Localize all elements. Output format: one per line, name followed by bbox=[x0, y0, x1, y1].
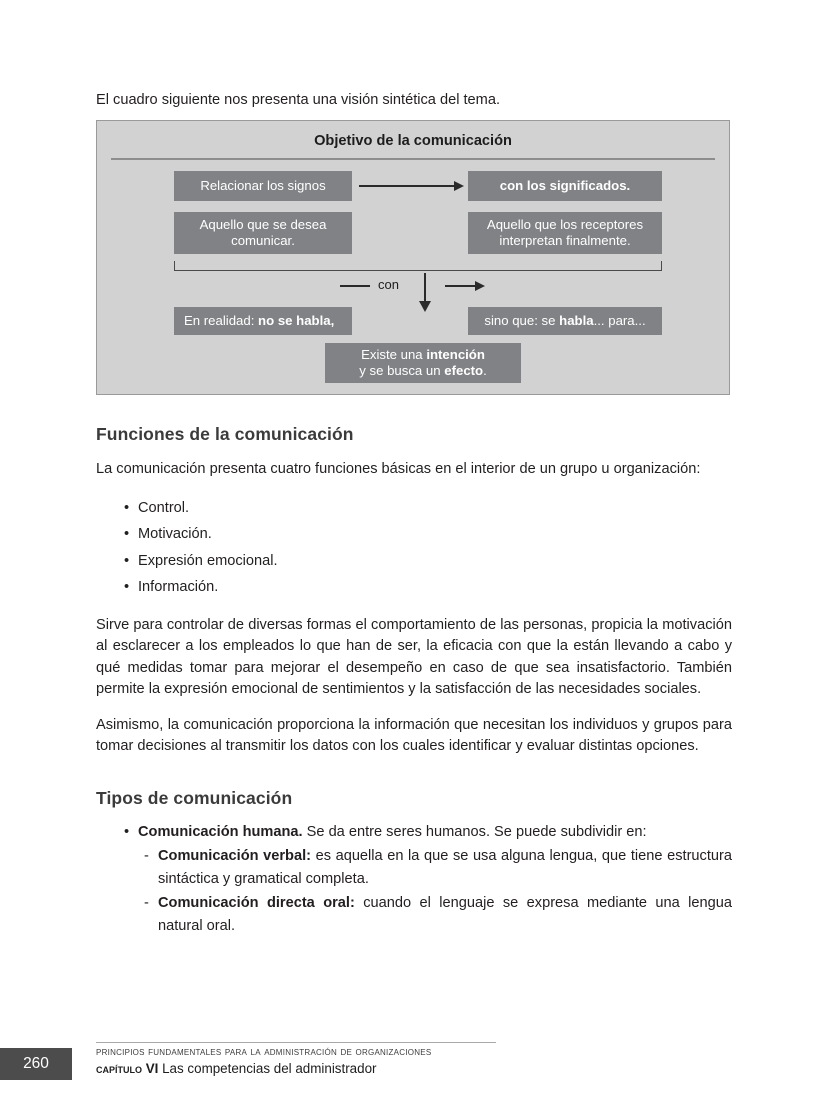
box-en-realidad-text bbox=[184, 313, 334, 330]
heading-tipos: Tipos de comunicación bbox=[96, 787, 293, 808]
box-aquello-que-se-desea bbox=[174, 212, 352, 254]
intro-paragraph: El cuadro siguiente nos presenta una visión sintética del tema. bbox=[96, 92, 501, 108]
connector-down-head bbox=[419, 301, 431, 312]
funciones-paragraph-1: Sirve para controlar de diversas formas el comportamiento de las personas, propicia la motivación al esclarecer a los empleados lo que han de ser, la eficacia con que la están llevando a cabo y qué medidas tomar para mejorar el desempeño en caso de que sea insatisfactorio. También permite la expresión emocional de sentimientos y la satisfacción de las necesidades sociales. bbox=[96, 616, 732, 697]
box-existe-line1-plain: Existe una bbox=[361, 346, 427, 362]
tipos-sub2-bold: Comunicación directa oral: bbox=[158, 895, 355, 911]
list-item-comunicacion-directa-oral bbox=[158, 892, 732, 937]
tipos-item1-bold: Comunicación humana. bbox=[138, 823, 303, 840]
diagram-title-rule bbox=[111, 158, 715, 160]
box-relacionar-los-signos bbox=[174, 171, 352, 201]
list-item: • Expresión emocional. bbox=[138, 548, 732, 575]
box-relacionar-label: Relacionar los signos bbox=[200, 177, 326, 193]
tipos-item1-text: Se da entre seres humanos. Se puede subdividir en: bbox=[302, 823, 647, 840]
grouping-bracket bbox=[174, 261, 662, 271]
main-content bbox=[96, 424, 732, 939]
arrow-relacionar-to-significados-line bbox=[359, 185, 455, 187]
box-con-los-significados bbox=[468, 171, 662, 201]
box-sino-plain: sino que: se bbox=[484, 312, 560, 328]
tipos-sub-list bbox=[138, 845, 732, 937]
page-number-badge bbox=[0, 1048, 72, 1080]
funciones-intro-paragraph: La comunicación presenta cuatro funciones básicas en el interior de un grupo u organización: bbox=[96, 461, 701, 477]
footer-chapter-title: Las competencias del administrador bbox=[158, 1061, 377, 1076]
footer-chapter-roman: VI bbox=[145, 1061, 159, 1076]
box-existe-line2-plain: y se busca un bbox=[359, 363, 445, 378]
box-significados-label: con los significados. bbox=[499, 177, 631, 193]
box-existe-intencion bbox=[325, 343, 521, 383]
box-receptores-line2: interpretan finalmente. bbox=[499, 233, 631, 248]
box-en-realidad bbox=[174, 307, 352, 335]
box-sino-tail: ... para... bbox=[593, 312, 646, 328]
footer bbox=[96, 1046, 516, 1076]
arrow-relacionar-to-significados-head bbox=[454, 181, 464, 191]
footer-chapter-word: capítulo bbox=[96, 1061, 142, 1076]
footer-book-title: principios fundamentales para la administración de organizaciones bbox=[96, 1046, 432, 1058]
tipos-sub1-text: es aquella en la que se usa alguna lengua, que tiene estructura sintáctica y gramatical completa. bbox=[158, 848, 732, 887]
list-item-comunicacion-humana bbox=[138, 821, 732, 938]
list-item: • Información. bbox=[138, 574, 732, 601]
box-existe-line2-tail: . bbox=[483, 363, 487, 378]
page-number: 260 bbox=[23, 1055, 49, 1072]
box-sino-bold: habla bbox=[559, 312, 594, 328]
box-existe-line1-bold: intención bbox=[426, 346, 485, 362]
list-item: • Control. bbox=[138, 495, 732, 522]
box-existe-line2 bbox=[359, 363, 487, 380]
box-en-realidad-plain: En realidad: bbox=[184, 312, 259, 328]
box-sino-text bbox=[484, 313, 645, 330]
box-receptores-line1: Aquello que los receptores bbox=[486, 216, 644, 232]
box-desea-line1: Aquello que se desea bbox=[199, 216, 327, 232]
heading-funciones: Funciones de la comunicación bbox=[96, 424, 354, 444]
tipos-sub1-bold: Comunicación verbal: bbox=[158, 848, 311, 864]
funciones-paragraph-2: Asimismo, la comunicación proporciona la información que necesitan los individuos y grupos para tomar decisiones al transmitir los datos con los cuales identificar y evaluar distintas opciones. bbox=[96, 716, 732, 754]
box-en-realidad-bold: no se habla, bbox=[258, 312, 335, 328]
connector-down-line bbox=[424, 273, 426, 303]
funciones-bullet-list bbox=[96, 495, 732, 601]
connector-right-line bbox=[445, 285, 477, 287]
tipos-bullet-list bbox=[96, 821, 732, 938]
footer-separator bbox=[96, 1042, 496, 1043]
objetivo-comunicacion-diagram bbox=[96, 120, 730, 395]
box-existe-line1 bbox=[361, 347, 485, 364]
connector-right-head bbox=[475, 281, 485, 291]
footer-chapter-line bbox=[96, 1061, 516, 1076]
box-aquello-receptores bbox=[468, 212, 662, 254]
connector-label: con bbox=[378, 277, 399, 292]
box-sino-que bbox=[468, 307, 662, 335]
diagram-title: Objetivo de la comunicación bbox=[314, 133, 512, 149]
box-existe-line2-bold: efecto bbox=[444, 363, 484, 378]
connector-dash bbox=[340, 285, 370, 287]
list-item: • Motivación. bbox=[138, 521, 732, 548]
tipos-sub2-text: cuando el lenguaje se expresa mediante una lengua natural oral. bbox=[158, 895, 732, 934]
list-item-comunicacion-verbal bbox=[158, 845, 732, 890]
box-desea-line2: comunicar. bbox=[231, 233, 295, 248]
